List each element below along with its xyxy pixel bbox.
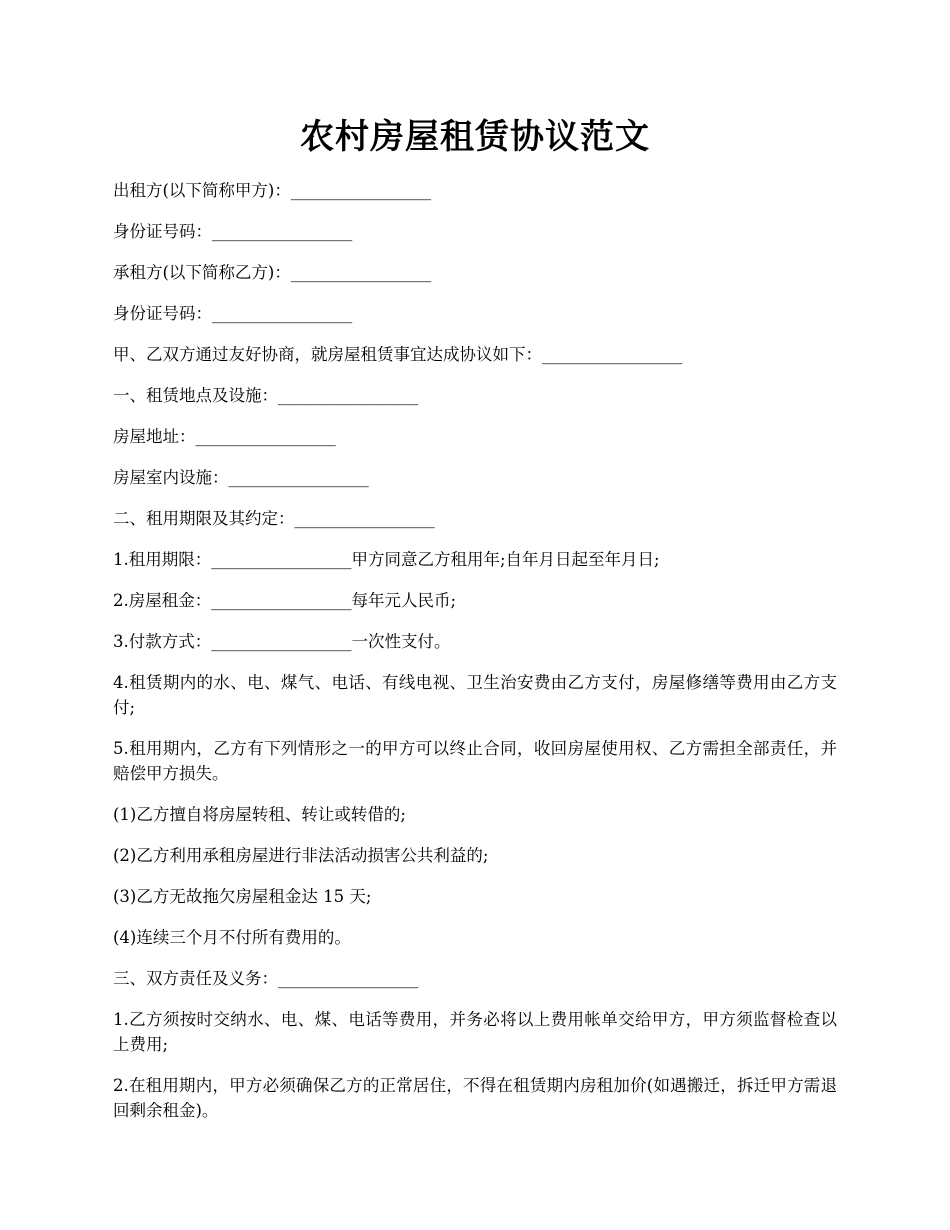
paragraph-indoor-facilities: 房屋室内设施：_________________ xyxy=(113,468,369,487)
paragraph-agreement-intro: 甲、乙双方通过友好协商，就房屋租赁事宜达成协议如下：_________________ xyxy=(113,345,683,364)
paragraph-lessee-id: 身份证号码：_________________ xyxy=(113,304,353,323)
termination-case-2: (2)乙方利用承租房屋进行非法活动损害公共利益的; xyxy=(113,846,489,865)
paragraph-lessee: 承租方(以下简称乙方)：_________________ xyxy=(113,263,432,282)
clause-payment-method: 3.付款方式：_________________一次性支付。 xyxy=(113,632,451,651)
section-heading-responsibilities: 三、双方责任及义务：_________________ xyxy=(113,969,419,988)
section-heading-location: 一、租赁地点及设施：_________________ xyxy=(113,386,419,405)
termination-case-4: (4)连续三个月不付所有费用的。 xyxy=(113,928,351,947)
termination-case-3: (3)乙方无故拖欠房屋租金达 15 天; xyxy=(113,887,372,906)
termination-case-1: (1)乙方擅自将房屋转租、转让或转借的; xyxy=(113,805,406,824)
clause-lease-term: 1.租用期限：_________________甲方同意乙方租用年;自年月日起至年月日; xyxy=(113,550,660,569)
section-heading-term: 二、租用期限及其约定：_________________ xyxy=(113,509,435,528)
clause-termination: 5.租用期内，乙方有下列情形之一的甲方可以终止合同，收回房屋使用权、乙方需担全部责任，并赔偿甲方损失。 xyxy=(113,739,837,783)
document-body xyxy=(113,178,837,1139)
paragraph-house-address: 房屋地址：_________________ xyxy=(113,427,336,446)
paragraph-lessor: 出租方(以下简称甲方)：_________________ xyxy=(113,181,432,200)
paragraph-lessor-id: 身份证号码：_________________ xyxy=(113,222,353,241)
clause-rent: 2.房屋租金：_________________每年元人民币; xyxy=(113,591,457,610)
clause-lessor-guarantee: 2.在租用期内，甲方必须确保乙方的正常居住，不得在租赁期内房租加价(如遇搬迁，拆迁甲方需退回剩余租金)。 xyxy=(113,1076,837,1120)
clause-utilities: 4.租赁期内的水、电、煤气、电话、有线电视、卫生治安费由乙方支付，房屋修缮等费用由乙方支付; xyxy=(113,673,837,717)
clause-lessee-fees: 1.乙方须按时交纳水、电、煤、电话等费用，并务必将以上费用帐单交给甲方，甲方须监督检查以上费用; xyxy=(113,1010,837,1054)
document-title: 农村房屋租赁协议范文 xyxy=(300,117,650,157)
